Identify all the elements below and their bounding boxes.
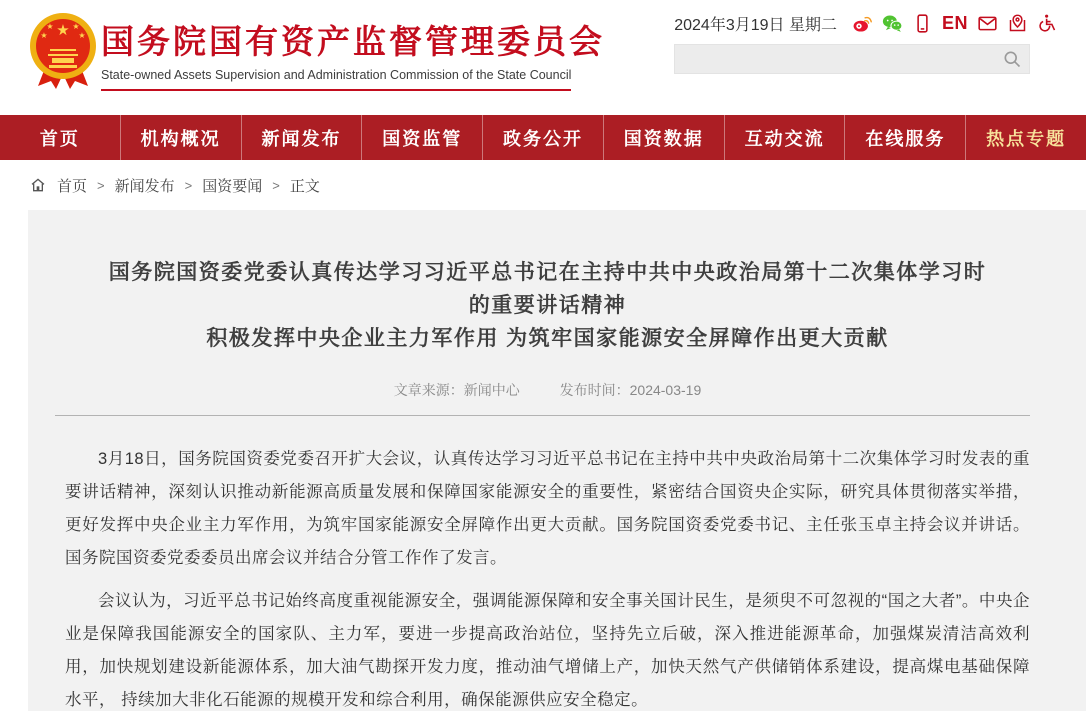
- topbar: [674, 10, 1058, 36]
- nav-item-gov-affairs[interactable]: 政务公开: [483, 115, 604, 160]
- breadcrumb-current: 正文: [289, 177, 320, 195]
- national-emblem-icon: [24, 10, 102, 94]
- svg-text:★: ★: [56, 22, 70, 39]
- site-title: 国务院国有资产监督管理委员会: [101, 23, 605, 60]
- article-title-line: 国务院国资委党委认真传达学习习近平总书记在主持中共中央政治局第十二次集体学习时: [108, 261, 987, 284]
- nav-item-news[interactable]: 新闻发布: [242, 115, 363, 160]
- article-paragraph: 会议认为，习近平总书记始终高度重视能源安全，强调能源保障和安全事关国计民生，是须臾不可忽视的“国之大者”。中央企业是保障我国能源安全的国家队、主力军，要进一步提高政治站位，坚持先立后破，深入推进能源革命，加强煤炭清洁高效利用，加快规划建设新能源体系，加大油气勘探开发力度，推动油气增储上产，加快天然气产供储销体系建设，提高煤电基础保障水平， 持续加大非化石能源的规模开发和综合利用，确保能源供应安全稳定。: [65, 592, 1030, 709]
- location-icon[interactable]: [1007, 13, 1028, 34]
- article-publish-time: [560, 382, 702, 398]
- breadcrumb-news[interactable]: 新闻发布: [114, 177, 175, 195]
- home-icon[interactable]: [30, 177, 47, 193]
- svg-text:★: ★: [78, 31, 86, 40]
- article-body: [65, 443, 1030, 711]
- accessibility-icon[interactable]: [1037, 13, 1058, 34]
- article-title-line: 的重要讲话精神: [468, 294, 627, 317]
- search-button[interactable]: [995, 45, 1029, 73]
- header-right: [674, 10, 1058, 74]
- main-nav: [0, 115, 1086, 160]
- title-divider: [55, 415, 1030, 416]
- nav-item-data[interactable]: 国资数据: [604, 115, 725, 160]
- breadcrumb: [0, 160, 1086, 210]
- nav-item-interaction[interactable]: 互动交流: [725, 115, 846, 160]
- language-toggle-en[interactable]: EN: [941, 12, 968, 33]
- article-time-value: 2024-03-19: [629, 382, 702, 398]
- wechat-icon[interactable]: [882, 13, 903, 34]
- nav-item-hot-topics[interactable]: 热点专题: [986, 128, 1067, 149]
- article-time-label: 发布时间：: [559, 382, 630, 398]
- svg-text:★: ★: [40, 31, 48, 40]
- site-header: [0, 0, 1086, 115]
- mail-icon[interactable]: [977, 13, 998, 34]
- breadcrumb-separator: >: [97, 177, 105, 193]
- weibo-icon[interactable]: [852, 13, 873, 34]
- article-title-line: 积极发挥中央企业主力军作用 为筑牢国家能源安全屏障作出更大贡献: [206, 327, 889, 350]
- article-meta: [65, 380, 1030, 400]
- article-source: [394, 382, 520, 398]
- svg-text:★: ★: [72, 22, 80, 31]
- search-input[interactable]: [675, 45, 995, 73]
- national-emblem-logo[interactable]: [24, 10, 102, 94]
- search-icon: [1002, 49, 1022, 69]
- mobile-icon[interactable]: [912, 13, 933, 34]
- nav-item-about[interactable]: 机构概况: [121, 115, 242, 160]
- article-source-value: 新闻中心: [463, 382, 520, 398]
- breadcrumb-separator: >: [272, 177, 280, 193]
- article-paragraph: 3月18日，国务院国资委党委召开扩大会议，认真传达学习习近平总书记在主持中共中央政治局第十二次集体学习时发表的重要讲话精神，深刻认识推动新能源高质量发展和保障国家能源安全的重要性，紧密结合国资央企实际，研究具体贯彻落实举措，更好发挥中央企业主力军作用，为筑牢国家能源安全屏障作出更大贡献。国务院国资委党委书记、主任张玉卓主持会议并讲话。国务院国资委党委委员出席会议并结合分管工作作了发言。: [65, 450, 1030, 567]
- breadcrumb-sasac-news[interactable]: 国资要闻: [202, 177, 263, 195]
- breadcrumb-home[interactable]: 首页: [57, 177, 88, 195]
- nav-item-supervision[interactable]: 国资监管: [362, 115, 483, 160]
- current-date: 2024年3月19日 星期二: [674, 16, 837, 34]
- article-source-label: 文章来源：: [393, 382, 464, 398]
- svg-text:★: ★: [46, 22, 54, 31]
- content-panel: [28, 210, 1086, 711]
- site-subtitle: State-owned Assets Supervision and Administration Commission of the State Council: [101, 68, 571, 91]
- breadcrumb-separator: >: [184, 177, 193, 193]
- search-box: [674, 44, 1030, 74]
- nav-item-home[interactable]: 首页: [0, 115, 121, 160]
- nav-item-online-service[interactable]: 在线服务: [845, 115, 966, 160]
- site-title-block: [101, 22, 605, 91]
- article-title: [65, 256, 1030, 355]
